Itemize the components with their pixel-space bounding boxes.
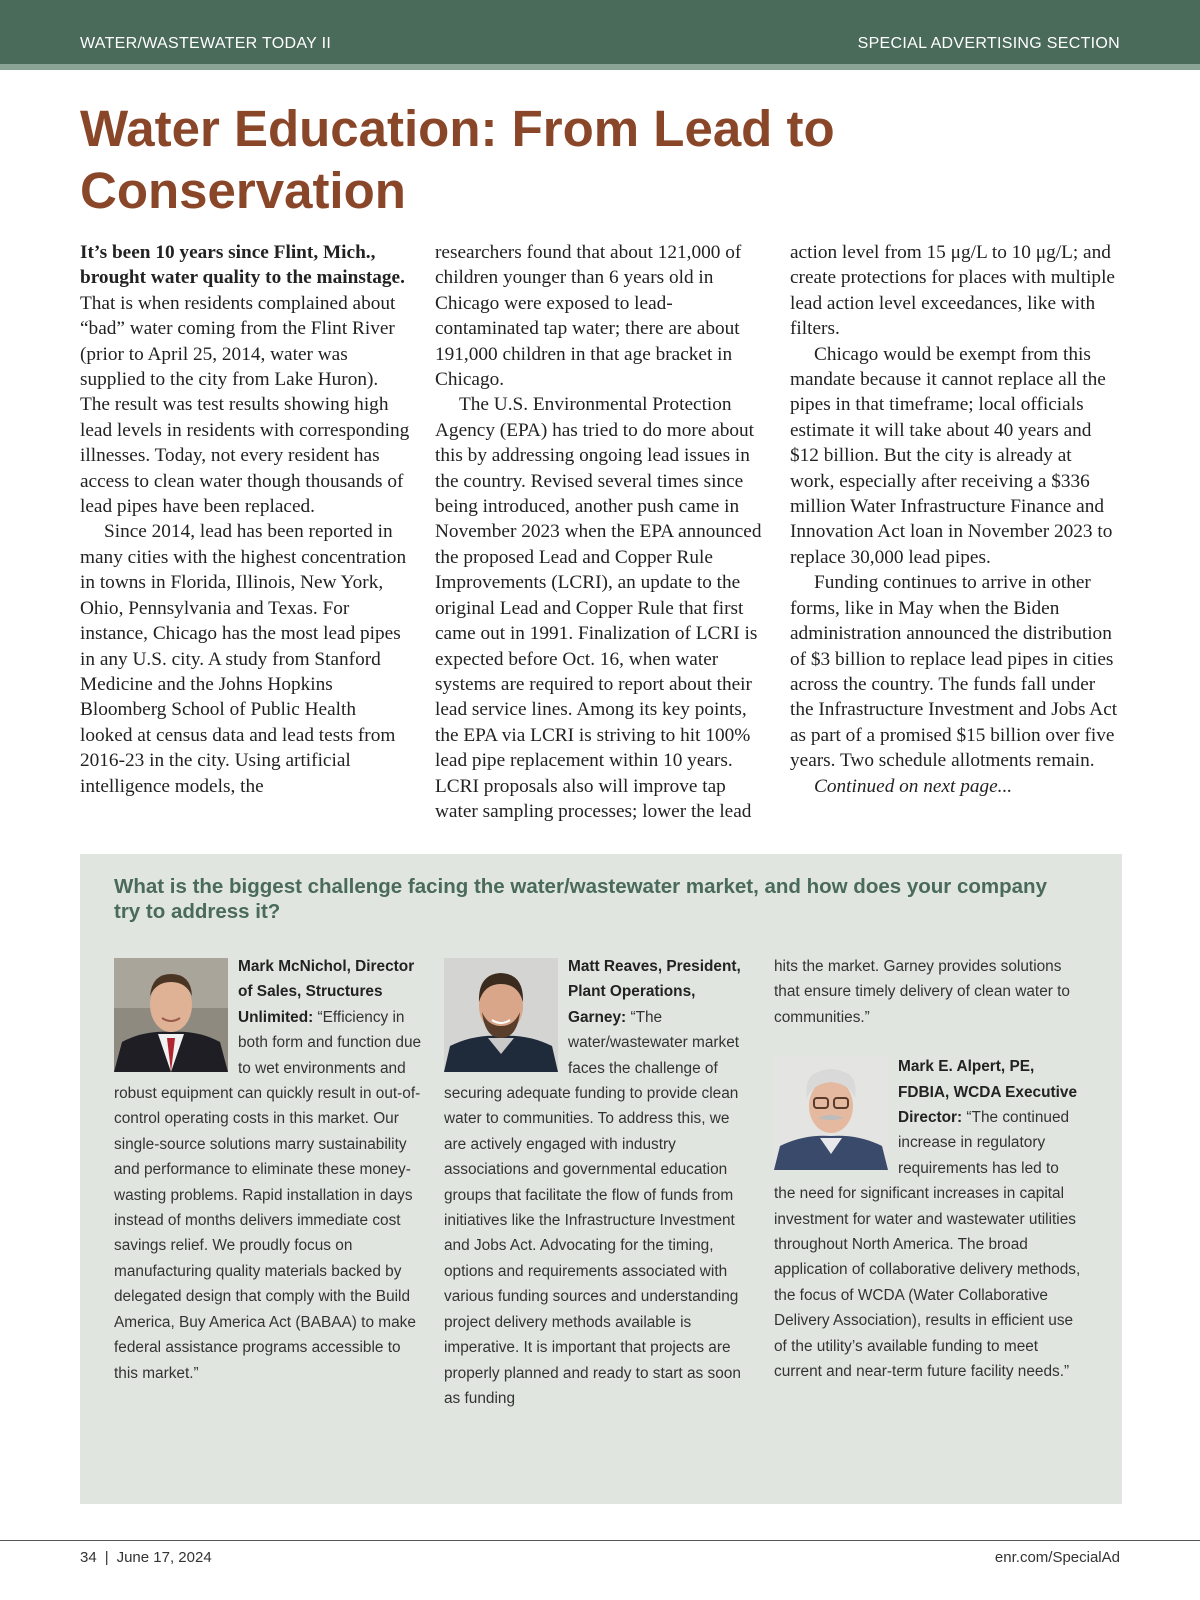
paragraph-text: That is when residents complained about “bad” water coming from the Flint River (prior to April 25, 2014, water was supplied to the city from Lake Huron). The result was test results showing high lead levels in residents with corresponding illnesses. Today, not every resident has access to clean water though thousands of lead pipes have been replaced. <box>80 292 410 518</box>
portrait-photo-mcnichol <box>114 958 228 1072</box>
article-column-1 <box>80 240 410 799</box>
respondent-name: Mark E. Alpert, PE, FDBIA, WCDA Executive Director: <box>898 1058 1078 1127</box>
respondent-quote: “Efficiency in both form and function due to wet environments and robust equipment can quickly result in out-of-control operating costs in this market. Our single-source solutions marry sustainability and performance to eliminate these money-wasting problems. Rapid installation in days instead of months delivers immediate cost savings relief. We proudly focus on manufacturing quality materials backed by delegated design that comply with the Build America, Buy America Act (BABAA) to make federal assistance programs accessible to this market.” <box>114 1008 422 1382</box>
footer-rule <box>0 1540 1200 1541</box>
footer-separator: | <box>104 1549 109 1566</box>
page-number: 34 <box>80 1549 97 1566</box>
portrait-photo-alpert <box>774 1056 888 1170</box>
qa-sidebar <box>80 854 1122 1504</box>
article-paragraph: Funding continues to arrive in other forms, like in May when the Biden administration announced the distribution of $3 billion to replace lead pipes in cities across the country. The funds fall under the Infrastructure Investment and Jobs Act as part of a promised $15 billion over five years. Two schedule allotments remain. <box>790 572 1118 772</box>
header-stripe <box>0 64 1200 70</box>
portrait-photo-reaves <box>444 958 558 1072</box>
article-paragraph: action level from 15 μg/L to 10 μg/L; and create protections for places with multiple lead action level exceedances, like with filters. <box>790 242 1115 340</box>
response-reaves <box>444 954 752 1411</box>
article-paragraph: Chicago would be exempt from this mandate because it cannot replace all the pipes in that timeframe; local officials estimate it will take about 40 years and $12 billion. But the city is already at work, especially after receiving a $336 million Water Infrastructure Finance and Innovation Act loan in November 2023 to replace 30,000 lead pipes. <box>790 343 1113 568</box>
article-column-3 <box>790 240 1120 799</box>
reaves-quote-continued: hits the market. Garney provides solutions that ensure timely delivery of clean water to communities.” <box>774 958 1070 1026</box>
article-paragraph: Since 2014, lead has been reported in many cities with the highest concentration in towns in Florida, Illinois, New York, Ohio, Pennsylvania and Texas. For instance, Chicago has the most lead pipes in any U.S. city. A study from Stanford Medicine and the Johns Hopkins Bloomberg School of Public Health looked at census data and lead tests from 2016-23 in the city. Using artificial intelligence models, the <box>80 521 407 797</box>
respondent-quote: “The water/wastewater market faces the challenge of securing adequate funding to provide clean water to communities. To address this, we are actively engaged with industry associations and governmental education groups that facilitate the flow of funds from initiatives like the Infrastructure Investment and Jobs Act. Advocating for the timing, options and requirements associated with various funding sources and understanding project delivery methods available is imperative. It is important that projects are properly planned and ready to start as soon as funding <box>444 1008 741 1407</box>
response-mcnichol <box>114 954 422 1386</box>
article-paragraph: The U.S. Environmental Protection Agency (EPA) has tried to do more about this by addressing ongoing lead issues in the country. Revised several times since being introduced, another push came in November 2023 when the EPA announced the proposed Lead and Copper Rule Improvements (LCRI), an update to the original Lead and Copper Rule that first came out in 1991. Finalization of LCRI is expected before Oct. 16, when water systems are required to report about their lead service lines. Among its key points, the EPA via LCRI is striving to hit 100% lead pipe replacement within 10 years. LCRI proposals also will improve tap water sampling processes; lower the lead <box>435 394 762 822</box>
section-title: WATER/WASTEWATER TODAY II <box>80 35 332 52</box>
footer-url[interactable]: enr.com/SpecialAd <box>994 1549 1120 1566</box>
respondent-name: Matt Reaves, President, Plant Operations, Garney: <box>568 958 741 1026</box>
article-paragraph: researchers found that about 121,000 of children younger than 6 years old in Chicago were exposed to lead-contaminated tap water; there are about 191,000 children in that age bracket in Chicago. <box>435 242 742 391</box>
sidebar-question: What is the biggest challenge facing the water/wastewater market, and how does your company try to address it? <box>114 875 1047 923</box>
footer-page-info <box>80 1549 212 1566</box>
response-alpert <box>774 954 1082 1385</box>
article-column-2 <box>435 240 765 824</box>
respondent-name: Mark McNichol, Director of Sales, Structures Unlimited: <box>238 958 415 1026</box>
article-headline: Water Education: From Lead to Conservation <box>80 100 835 219</box>
response-spacer <box>774 1030 1082 1054</box>
section-header-bar <box>0 0 1200 64</box>
continued-note: Continued on next page... <box>814 775 1013 797</box>
respondent-quote: “The continued increase in regulatory requirements has led to the need for significant increases in capital investment for water and wastewater utilities throughout North America. The broad application of collaborative delivery methods, the focus of WCDA (Water Collaborative Delivery Association), results in efficient use of the utility’s available funding to meet current and near-term future facility needs.” <box>774 1109 1081 1381</box>
issue-date: June 17, 2024 <box>116 1549 212 1566</box>
lead-sentence: It’s been 10 years since Flint, Mich., brought water quality to the mainstage. <box>80 242 405 289</box>
article-paragraph <box>80 240 410 519</box>
advertising-label: SPECIAL ADVERTISING SECTION <box>857 35 1120 52</box>
